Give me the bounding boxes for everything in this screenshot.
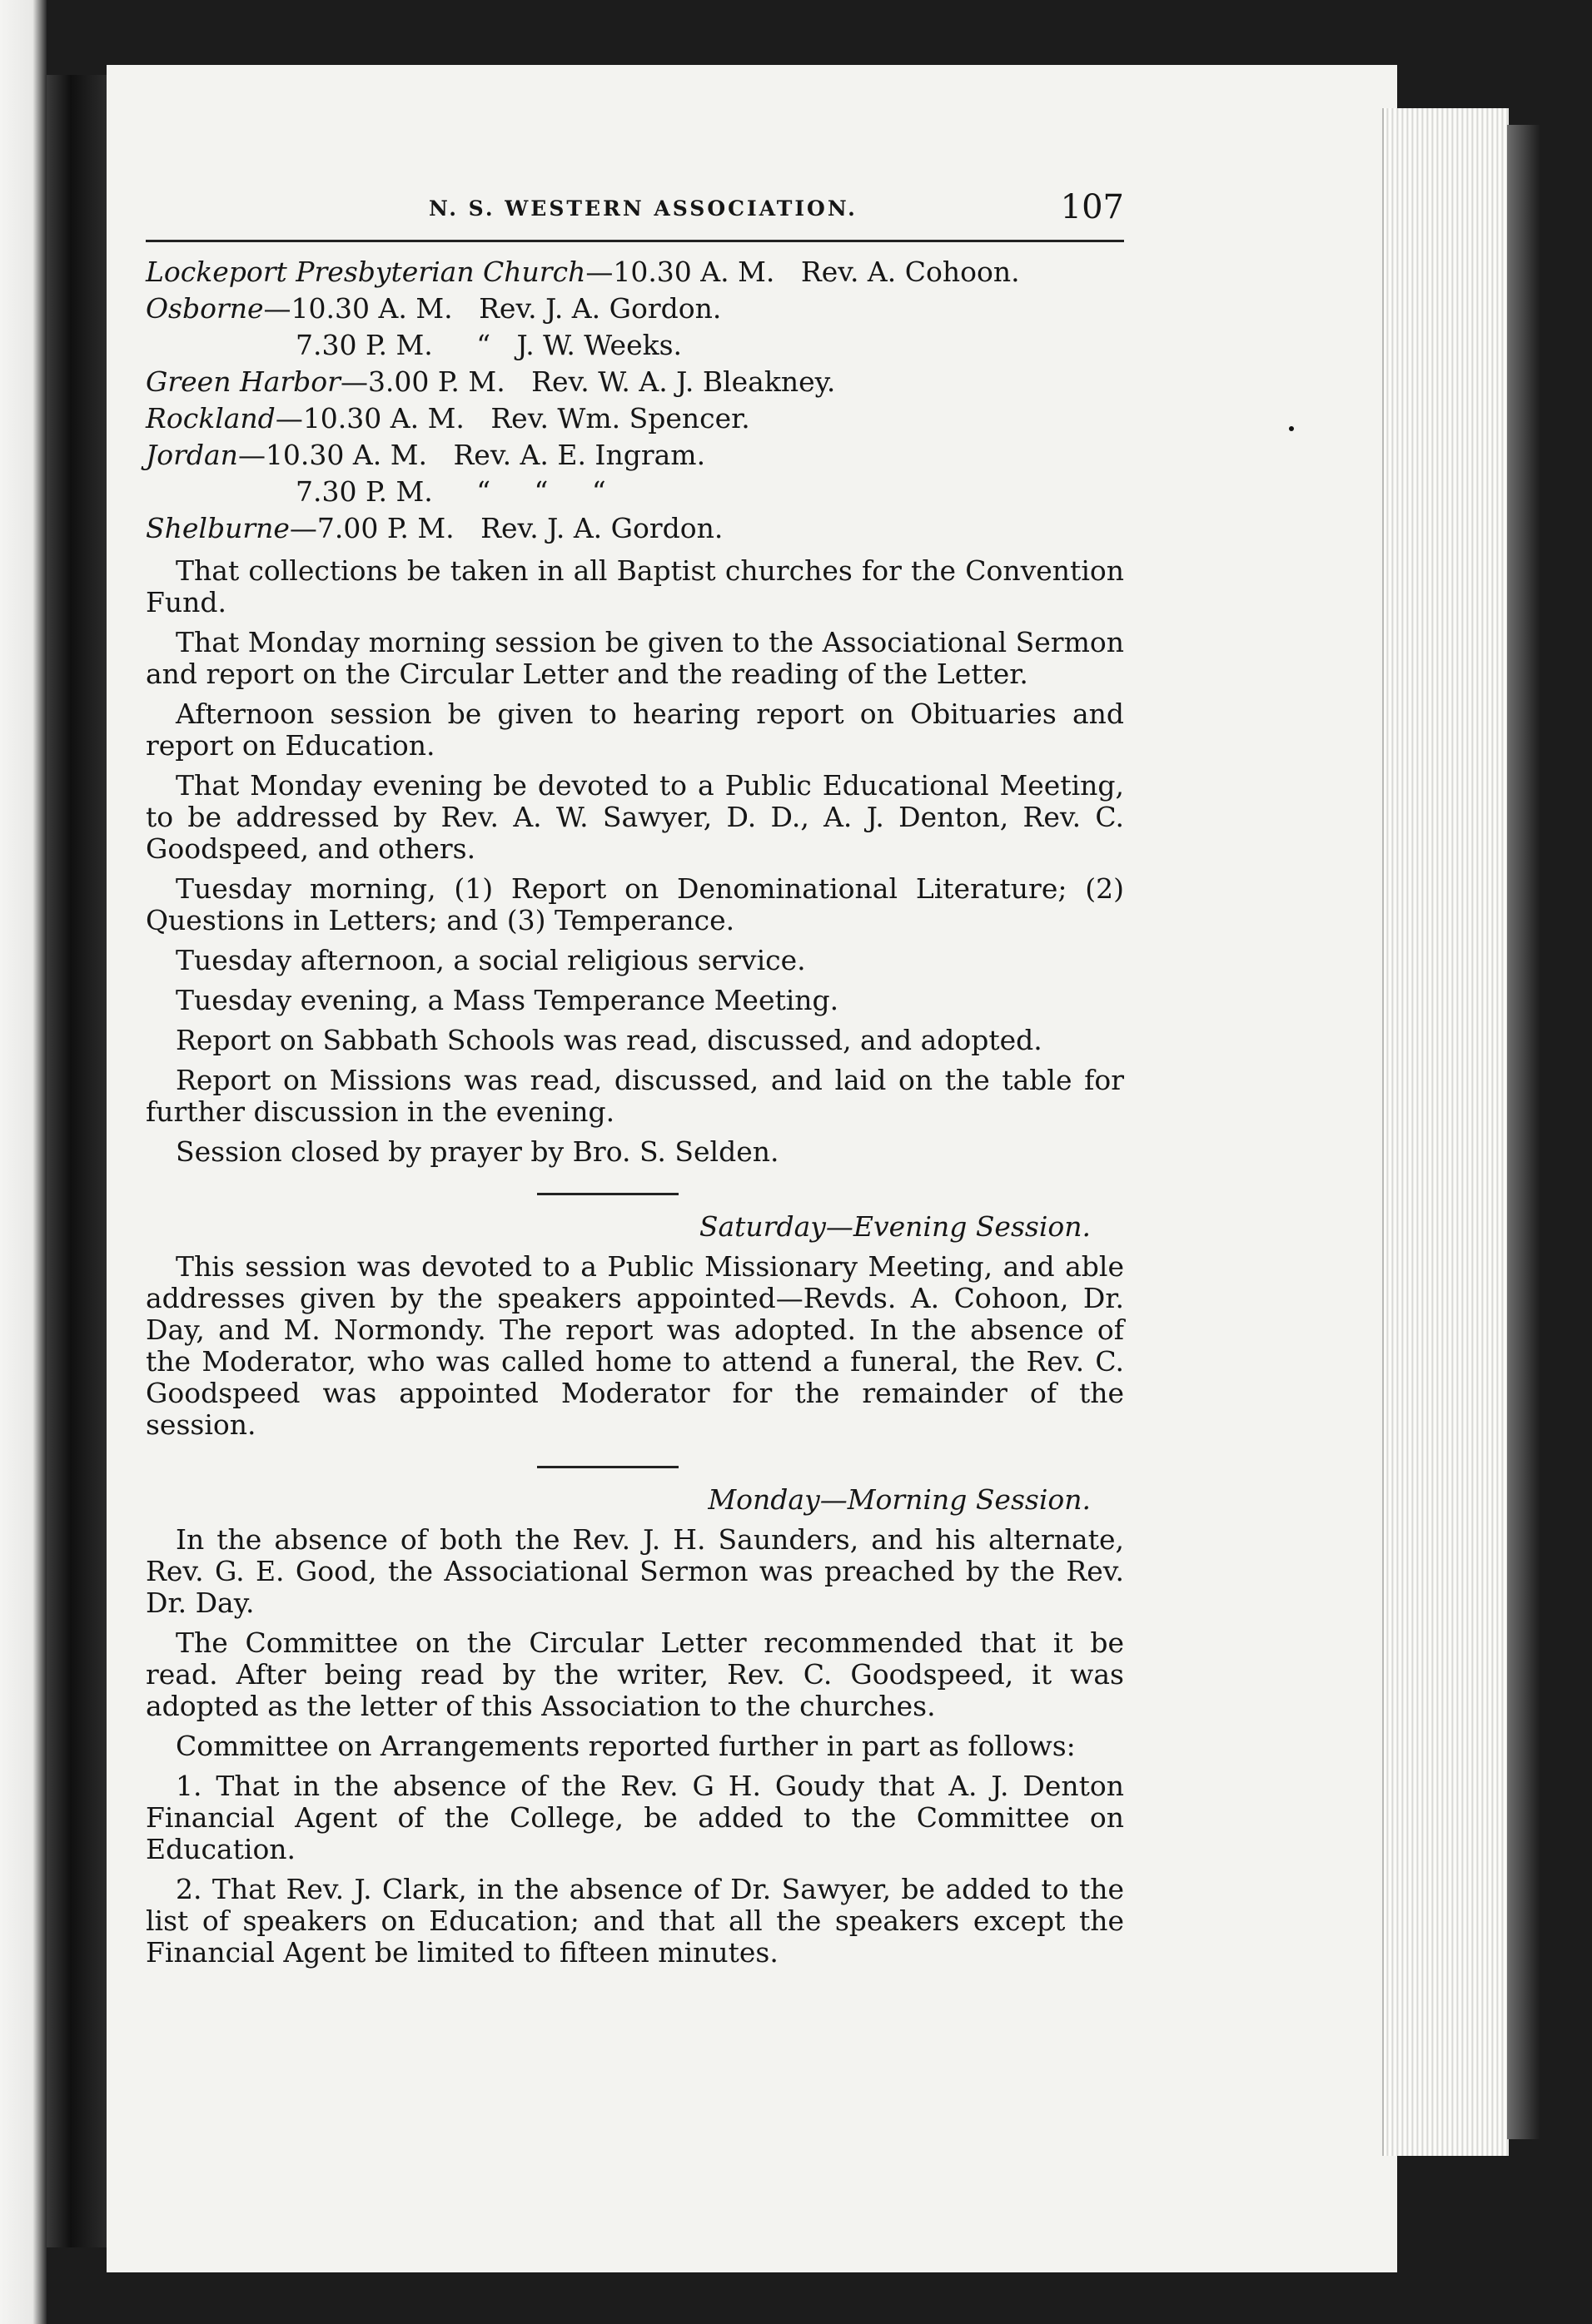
- section-heading: Monday—Morning Session.: [708, 1483, 1091, 1516]
- minutes-paragraph: Tuesday morning, (1) Report on Denominational Literature; (2) Questions in Letters; and (3) Temperance.: [146, 872, 1124, 936]
- section-heading: Saturday—Evening Session.: [699, 1210, 1091, 1243]
- running-title: N. S. WESTERN ASSOCIATION.: [429, 196, 858, 221]
- minutes-paragraph: Afternoon session be given to hearing report on Obituaries and report on Education.: [146, 698, 1124, 762]
- schedule-line: [146, 327, 1124, 364]
- minutes-paragraph: The Committee on the Circular Letter recommended that it be read. After being read by the writer, Rev. C. Goodspeed, it was adopted as the letter of this Association to the churches.: [146, 1626, 1124, 1722]
- schedule-line: [146, 474, 1124, 510]
- facing-page-edge: [0, 0, 47, 2324]
- schedule-place: Shelburne: [146, 512, 290, 544]
- minutes-paragraph: In the absence of both the Rev. J. H. Saunders, and his alternate, Rev. G. E. Good, the Associational Sermon was preached by the Rev. Dr. Day.: [146, 1523, 1124, 1619]
- minutes-paragraph: Tuesday evening, a Mass Temperance Meeting.: [176, 984, 839, 1016]
- schedule-detail: —10.30 A. M. Rev. J. A. Gordon.: [263, 292, 722, 325]
- schedule-place: Jordan: [146, 439, 238, 471]
- minutes-paragraph: That collections be taken in all Baptist churches for the Convention Fund.: [146, 554, 1124, 618]
- schedule-place: Green Harbor: [146, 365, 341, 398]
- schedule-line: [146, 437, 1124, 474]
- page-number: 107: [1060, 188, 1124, 226]
- service-schedule: [146, 254, 1124, 547]
- minutes-paragraph: This session was devoted to a Public Missionary Meeting, and able addresses given by the speakers appointed—Revds. A. Cohoon, Dr. Day, and M. Normondy. The report was adopted. In the absence of the Moderator, who was called home to attend a funeral, the Rev. C. Goodspeed was appointed Moderator for the remainder of the session.: [146, 1250, 1124, 1441]
- schedule-place: Osborne: [146, 292, 264, 325]
- page-shadow: [1507, 125, 1540, 2139]
- schedule-place: Lockeport Presbyterian Church: [146, 256, 586, 288]
- dust-speck: [1289, 426, 1294, 431]
- minutes-paragraph: Report on Missions was read, discussed, and laid on the table for further discussion in the evening.: [146, 1064, 1124, 1128]
- minutes-paragraph: Session closed by prayer by Bro. S. Selden.: [176, 1135, 779, 1168]
- schedule-detail: —10.30 A. M. Rev. A. Cohoon.: [585, 256, 1020, 288]
- minutes-paragraph: That Monday morning session be given to the Associational Sermon and report on the Circular Letter and the reading of the Letter.: [146, 626, 1124, 690]
- running-head: [146, 181, 1124, 242]
- schedule-place: Rockland: [146, 402, 276, 435]
- page-content: [146, 181, 1124, 1969]
- section-divider: [537, 1466, 679, 1468]
- schedule-detail: —3.00 P. M. Rev. W. A. J. Bleakney.: [340, 365, 836, 398]
- minutes-paragraph: Report on Sabbath Schools was read, discussed, and adopted.: [176, 1024, 1042, 1056]
- schedule-line: [146, 400, 1124, 437]
- schedule-line: [146, 290, 1124, 327]
- minutes-paragraph: That Monday evening be devoted to a Public Educational Meeting, to be addressed by Rev. A. W. Sawyer, D. D., A. J. Denton, Rev. C. Goodspeed, and others.: [146, 769, 1124, 865]
- schedule-detail: —7.00 P. M. Rev. J. A. Gordon.: [289, 512, 724, 544]
- minutes-paragraph: 2. That Rev. J. Clark, in the absence of Dr. Sawyer, be added to the list of speakers on Education; and that all the speakers except the Financial Agent be limited to fifteen minutes.: [146, 1873, 1124, 1969]
- minutes-paragraph: 1. That in the absence of the Rev. G H. Goudy that A. J. Denton Financial Agent of the College, be added to the Committee on Education.: [146, 1770, 1124, 1865]
- minutes-paragraph: Tuesday afternoon, a social religious service.: [176, 944, 806, 976]
- page-edges: [1382, 108, 1509, 2156]
- schedule-line: [146, 510, 1124, 547]
- schedule-detail: 7.30 P. M. “ “ “: [296, 475, 606, 508]
- schedule-detail: —10.30 A. M. Rev. Wm. Spencer.: [275, 402, 750, 435]
- schedule-detail: —10.30 A. M. Rev. A. E. Ingram.: [237, 439, 706, 471]
- minutes-paragraph: Committee on Arrangements reported further in part as follows:: [176, 1730, 1076, 1762]
- book-gutter: [47, 75, 107, 2247]
- schedule-line: [146, 364, 1124, 400]
- schedule-detail: 7.30 P. M. “ J. W. Weeks.: [296, 329, 683, 361]
- schedule-line: [146, 254, 1124, 290]
- section-divider: [537, 1193, 679, 1195]
